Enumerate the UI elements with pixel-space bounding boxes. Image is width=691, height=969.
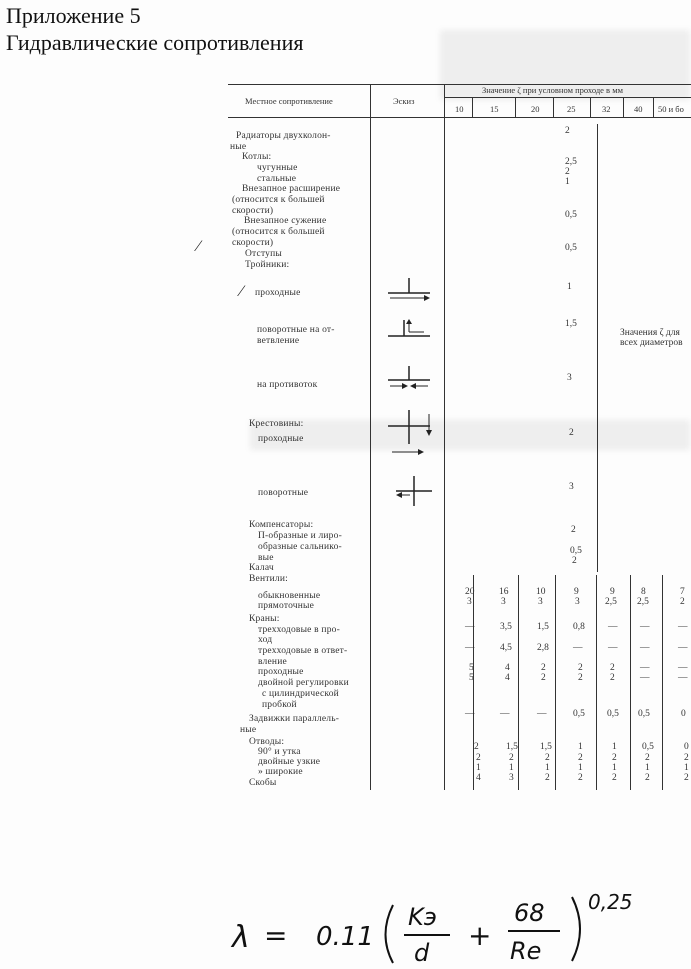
row-label: Калач [249,563,274,573]
value-cell: — [465,709,475,719]
value-cell: 0,8 [573,622,585,632]
value-cell: 2 [578,753,583,763]
value-cell: 2 [684,753,689,763]
pencil-mark-icon: ⁄ [197,238,200,255]
row-label: двойной регулировки [258,678,349,688]
row-label: Скобы [249,778,277,788]
value-cell: 2 [541,673,546,683]
value-cell: 2 [680,597,685,607]
value-cell: 1,5 [506,742,518,752]
row-label: П-образные и лиро- [258,531,342,541]
row-label: Котлы: [242,152,272,162]
row-label: стальные [257,174,297,184]
value-cell: 9 [574,587,579,597]
formula-numerator-2: 68 [514,899,545,927]
row-label: на противоток [257,380,318,390]
value-cell: 3 [501,597,506,607]
tee-through-sketch [384,276,434,306]
value-cell: 2 [610,673,615,683]
value-cell: 1 [509,763,514,773]
value-25: 2 [569,428,574,438]
row-label: проходные [258,434,304,444]
value-cell: — [678,622,688,632]
row-label: Крестовины: [249,419,304,429]
value-cell: 3 [538,597,543,607]
row-label: с цилиндрической [262,689,339,699]
dia-50: 50 и бо [658,104,684,114]
value-25: 2 [565,167,570,177]
value-cell: 5 [469,663,474,673]
formula-exponent: 0,25 [588,890,633,914]
value-25: 1,5 [565,319,577,329]
value-cell: 3,5 [500,622,512,632]
appendix-title: Приложение 5 [6,3,141,28]
row-label: (относится к большей [232,227,325,237]
row-label: Задвижки параллель- [249,714,340,724]
row-label: скорости) [232,206,274,216]
value-cell: — [678,673,688,683]
row-label: вые [258,553,274,563]
row-label: ветвление [257,336,300,346]
value-cell: 0,5 [573,709,585,719]
value-cell: 1 [578,742,583,752]
value-cell: 2 [545,773,550,783]
value-cell: — [465,622,475,632]
value-cell: 0,5 [642,742,654,752]
value-cell: 2 [612,753,617,763]
value-cell: 0,5 [638,709,650,719]
appendix-subtitle: Гидравлические сопротивления [6,30,304,55]
col-divider-2 [444,84,445,790]
col-divider-1 [370,84,371,790]
note-line-2: всех диаметров [620,338,683,348]
row-label: Вентили: [249,574,288,584]
value-cell: — [678,663,688,673]
value-cell: 2,5 [605,597,617,607]
lower-div [662,575,663,790]
header-values: Значение ζ при условном проходе в мм [482,85,623,95]
value-cell: 8 [641,587,646,597]
value-cell: — [640,673,650,683]
value-25: 1 [567,282,572,292]
note-bracket [597,124,598,572]
value-cell: — [640,663,650,673]
dia-20: 20 [531,104,540,114]
row-label: Внезапное расширение [242,184,341,194]
row-label: трехходовые в ответ- [258,646,348,656]
value-cell: 1 [612,742,617,752]
value-cell: 0,5 [607,709,619,719]
value-cell: 2 [645,753,650,763]
row-label: ные [230,142,247,152]
table-header-rule [228,117,691,118]
value-cell: 2 [578,773,583,783]
formula-coefficient: 0.11 [316,922,374,952]
cross-branch-sketch [392,474,436,508]
row-label: ные [240,725,257,735]
value-cell: — [640,622,650,632]
value-cell: 0 [681,709,686,719]
row-label: Отводы: [249,737,285,747]
row-label: ход [258,635,273,645]
value-cell: 5 [469,673,474,683]
value-25: 2 [565,126,570,136]
value-cell: 3 [575,597,580,607]
value-cell: 2 [545,753,550,763]
value-cell: 4 [505,673,510,683]
value-cell: 2 [476,753,481,763]
dia-div [515,97,516,117]
row-label: скорости) [232,238,274,248]
row-label: вление [258,657,287,667]
lower-div [596,575,597,790]
row-label: 90° и утка [258,747,301,757]
value-cell: — [465,643,475,653]
value-cell: 1 [645,763,650,773]
friction-factor-formula [228,885,668,965]
formula-denominator-2: Re [510,937,542,965]
row-label: двойные узкие [258,757,321,767]
value-cell: 2 [610,663,615,673]
value-cell: — [678,643,688,653]
dia-div [553,97,554,117]
row-label: (относится к большей [232,195,325,205]
row-label: проходные [255,288,301,298]
value-25: 0,5 [565,210,577,220]
value-cell: 1 [476,763,481,773]
value-25: 1 [565,177,570,187]
value-25: 2,5 [565,157,577,167]
dia-25: 25 [567,104,576,114]
dia-10: 10 [455,104,464,114]
value-cell: — [640,643,650,653]
value-cell: 1,5 [540,742,552,752]
dia-div [590,97,591,117]
value-cell: 2,8 [537,643,549,653]
row-label: поворотные [258,488,309,498]
header-sketch: Эскиз [393,96,415,106]
formula-equals: = [264,919,288,952]
value-cell: 2 [474,742,479,752]
tee-branch-sketch [384,318,434,348]
row-label: » широкие [258,767,303,777]
dia-div [623,97,624,117]
row-label: Тройники: [245,260,290,270]
value-cell: 1 [612,763,617,773]
row-label: Внезапное сужение [244,216,327,226]
formula-numerator-1: Kэ [408,903,437,931]
pencil-mark-icon: ⁄ [240,283,243,300]
row-label: прямоточные [258,601,315,611]
value-cell: 2 [578,663,583,673]
lower-div [555,575,556,790]
row-label: трехходовые в про- [258,625,340,635]
value-cell: 0 [684,742,689,752]
value-cell: 1 [684,763,689,773]
value-cell: 3 [467,597,472,607]
note-line-1: Значения ζ для [620,328,680,338]
value-cell: 2 [509,753,514,763]
value-cell: 2 [684,773,689,783]
dia-40: 40 [634,104,643,114]
row-label: образные сальнико- [258,542,342,552]
value-cell: — [608,622,618,632]
dia-15: 15 [490,104,499,114]
formula-lambda: λ [232,920,250,955]
value-cell: 1,5 [537,622,549,632]
value-cell: — [537,709,547,719]
row-label: поворотные на от- [257,325,335,335]
value-25: 2 [572,556,577,566]
formula-plus: + [468,919,492,952]
row-label: проходные [258,667,304,677]
value-cell: 16 [499,587,509,597]
value-25: 0,5 [570,546,582,556]
value-cell: 3 [509,773,514,783]
value-cell: 2 [645,773,650,783]
value-cell: 7 [680,587,685,597]
row-label: Отступы [245,249,282,259]
value-cell: 2,5 [637,597,649,607]
diameter-header-rule [445,97,691,98]
value-cell: 4 [476,773,481,783]
formula-denominator-1: d [414,939,430,965]
value-cell: 2 [612,773,617,783]
row-label: обыкновенные [258,591,321,601]
tee-counterflow-sketch [384,364,434,394]
row-label: пробкой [262,700,297,710]
value-cell: — [573,643,583,653]
row-label: Радиаторы двухколон- [236,131,331,141]
value-25: 2 [571,525,576,535]
value-cell: 2 [541,663,546,673]
lower-div [630,575,631,790]
lower-div [518,575,519,790]
value-cell: 10 [536,587,546,597]
dia-div [653,97,654,117]
value-25: 0,5 [565,243,577,253]
row-label: Краны: [249,614,280,624]
row-label: чугунные [257,163,298,173]
value-cell: 4,5 [500,643,512,653]
dia-div [472,97,473,117]
value-25: 3 [569,482,574,492]
value-cell: 20 [465,587,475,597]
value-cell: 1 [578,763,583,773]
dia-32: 32 [602,104,611,114]
value-25: 3 [567,373,572,383]
formula-right-paren [572,897,580,961]
value-cell: 9 [610,587,615,597]
formula-left-paren [386,905,394,963]
header-resistance: Местное сопротивление [245,96,333,106]
row-label: Компенсаторы: [249,520,314,530]
value-cell: — [608,643,618,653]
cross-through-sketch [384,406,434,466]
value-cell: 2 [578,673,583,683]
value-cell: — [500,709,510,719]
value-cell: 1 [545,763,550,773]
value-cell: 4 [505,663,510,673]
